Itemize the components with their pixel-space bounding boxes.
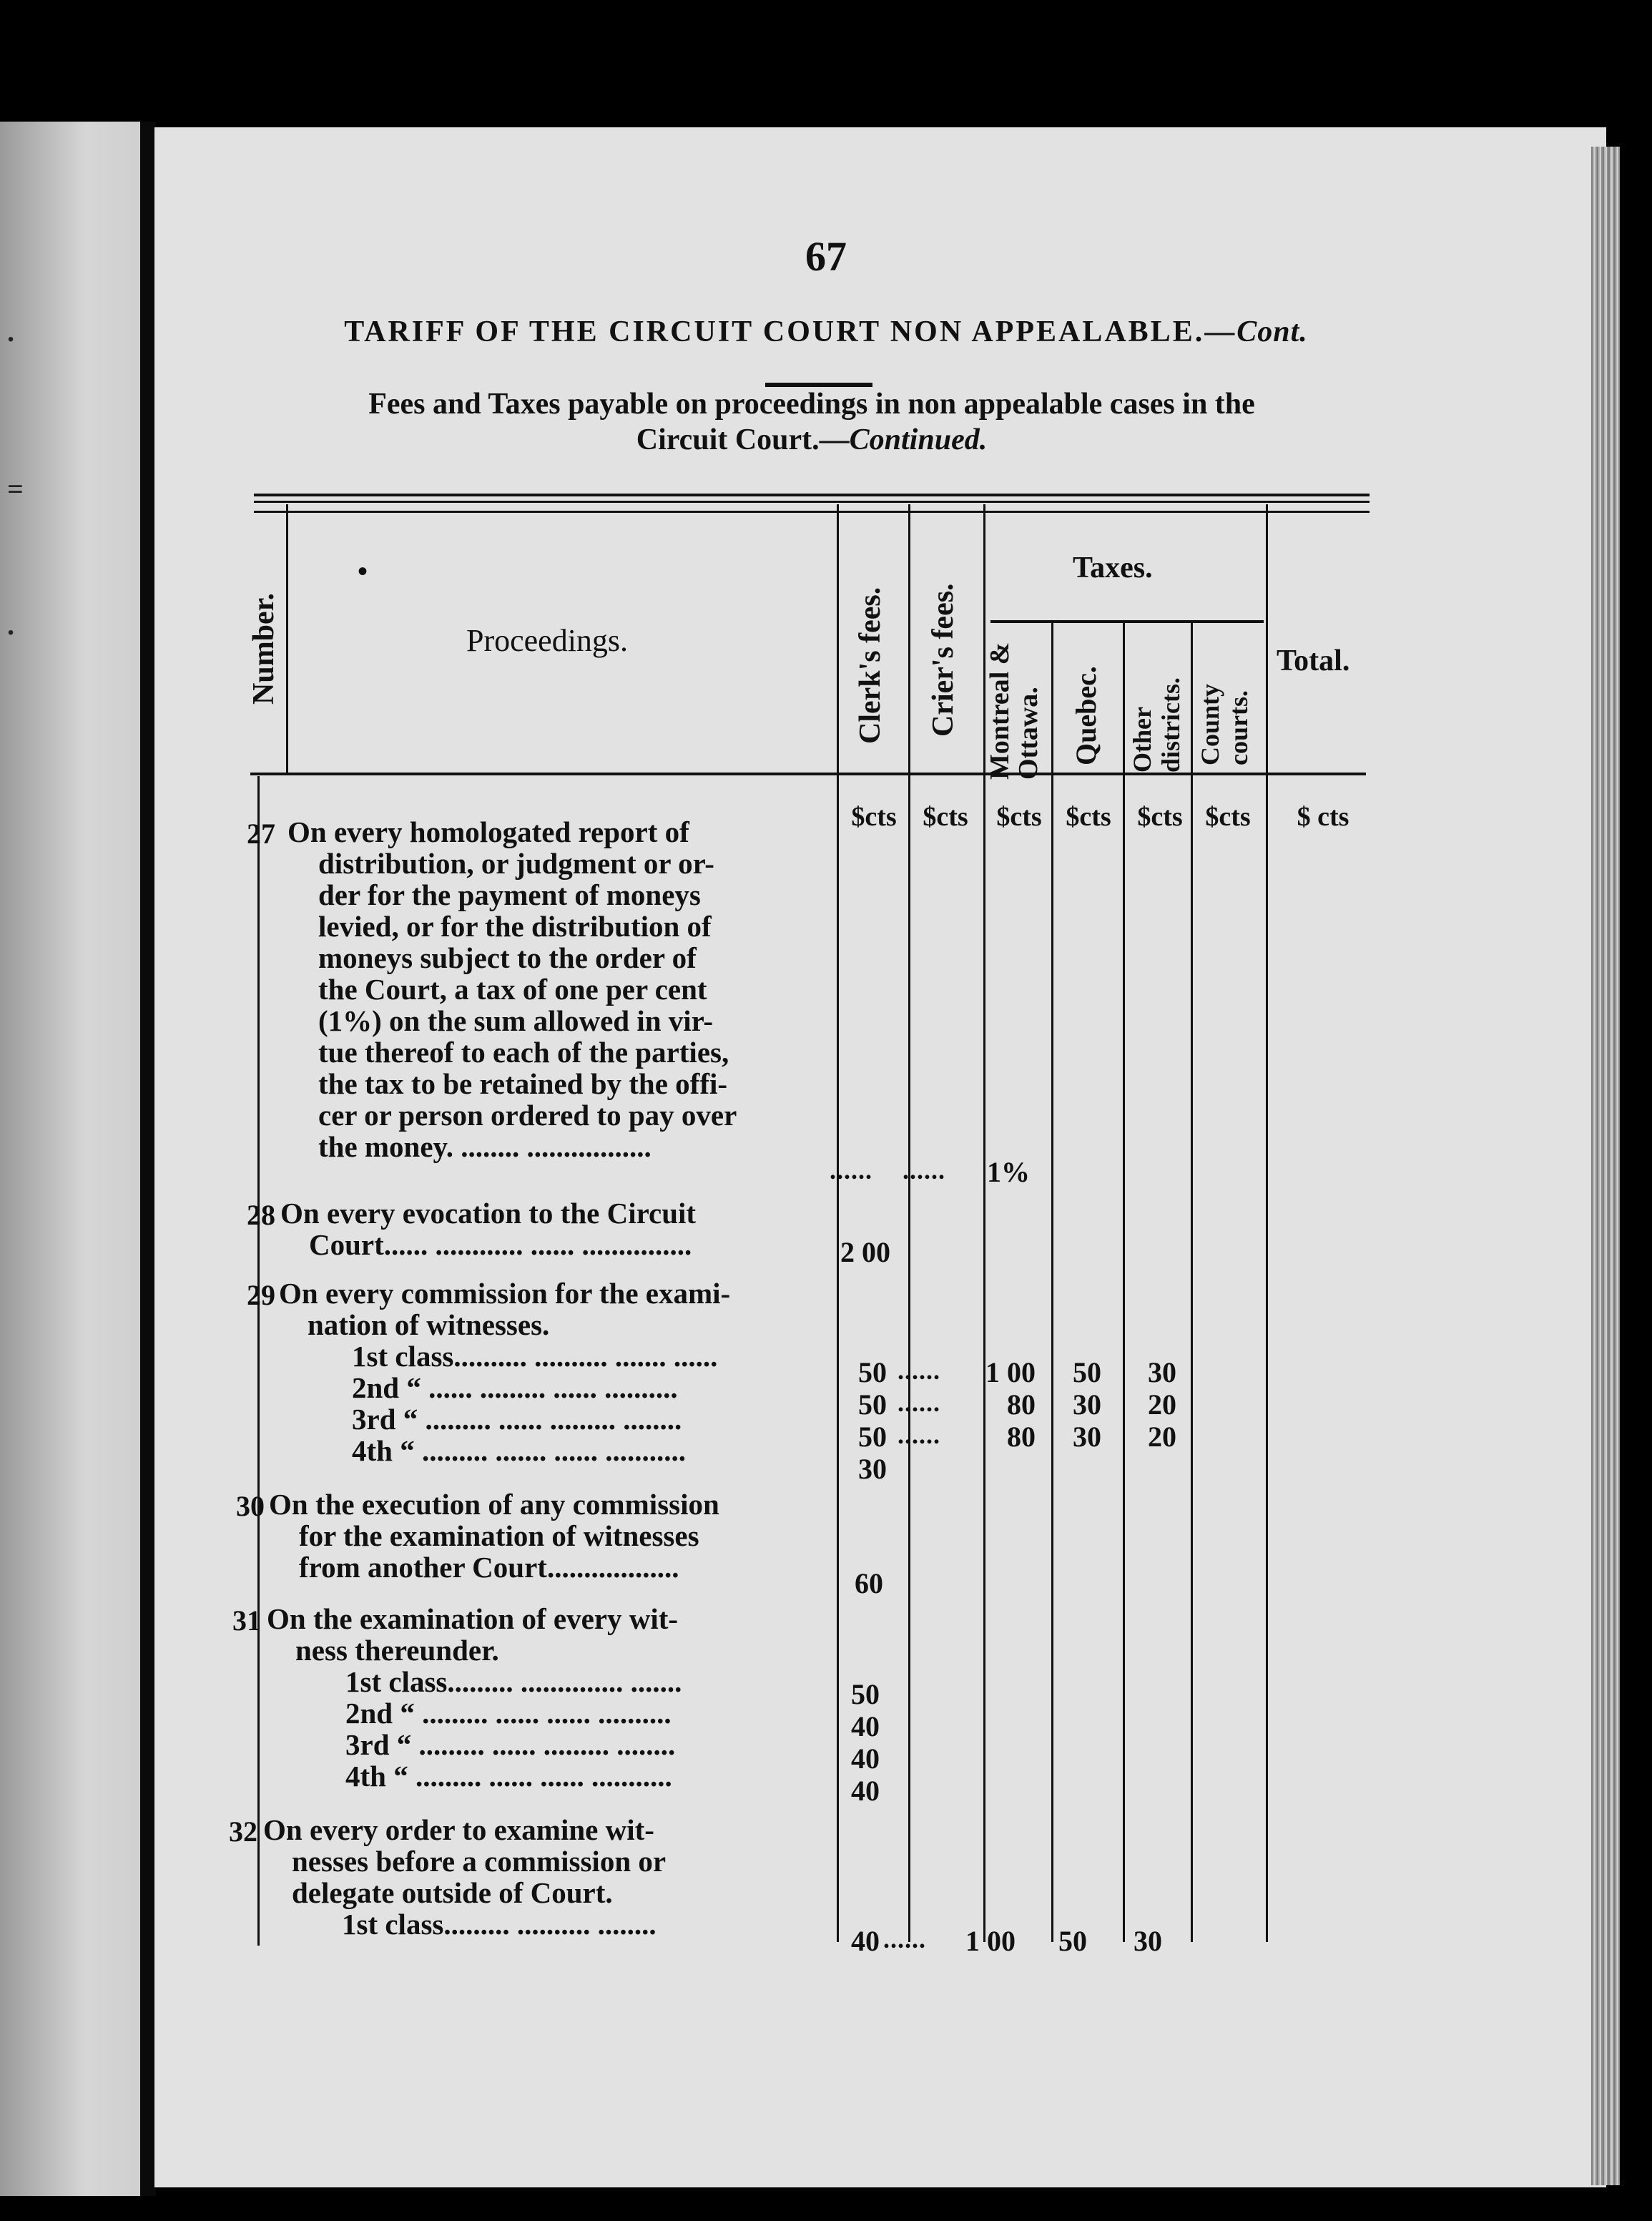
header-proceedings: Proceedings. — [466, 623, 629, 658]
clerks-fee-value: 50 — [858, 1356, 887, 1388]
entry-text-line: 4th “ ......... ...... ...... ........... — [345, 1760, 672, 1793]
criers-fee-dots: ...... — [898, 1388, 940, 1417]
taxes-rule — [990, 620, 1264, 623]
subtitle-line — [257, 422, 1366, 458]
entry-text-line: cer or person ordered to pay over — [318, 1099, 737, 1132]
entry-text-line: the money. ........ ................. — [318, 1130, 652, 1163]
column-rule — [286, 504, 288, 773]
tax-other-value: 30 — [1134, 1925, 1162, 1957]
entry-text-line: On every commission for the exami- — [279, 1277, 731, 1310]
tax-other-value: 20 — [1148, 1421, 1176, 1453]
tax-other-value: 20 — [1148, 1388, 1176, 1421]
column-rule — [257, 776, 260, 1946]
entry-text-line: 3rd “ ......... ...... ......... ........ — [352, 1403, 682, 1436]
table-top-rule — [254, 511, 1370, 513]
entry-text-line: ness thereunder. — [295, 1634, 499, 1667]
clerks-fee-value: 50 — [858, 1388, 887, 1421]
clerks-fee-value: 60 — [855, 1567, 883, 1599]
entry-text-line: delegate outside of Court. — [292, 1876, 613, 1909]
entry-number: 29 — [247, 1279, 275, 1311]
header-criers-fees: Crier's fees. — [927, 583, 960, 737]
book-gutter — [140, 122, 156, 2196]
entry-text-line: On every evocation to the Circuit — [280, 1197, 697, 1230]
entry-text-line: Court...... ............ ...... ............... — [309, 1228, 692, 1261]
entry-text-line: 3rd “ ......... ...... ......... ........ — [345, 1728, 676, 1761]
entry-text-line: 2nd “ ......... ...... ...... .......... — [345, 1697, 672, 1730]
entry-text-line: tue thereof to each of the parties, — [318, 1036, 729, 1069]
entry-text-line: nation of witnesses. — [308, 1308, 550, 1341]
unit-label: $cts — [851, 802, 897, 832]
facing-page — [0, 122, 143, 2196]
page-title — [272, 315, 1380, 349]
header-clerks-fees: Clerk's fees. — [854, 587, 887, 744]
entry-text-line: (1%) on the sum allowed in vir- — [318, 1004, 713, 1037]
bullet-mark: • — [358, 555, 368, 587]
title-text: TARIFF OF THE CIRCUIT COURT NON APPEALABLE.— — [344, 315, 1237, 348]
entry-text-line: 2nd “ ...... ......... ...... .......... — [352, 1371, 678, 1404]
entry-text-line: distribution, or judgment or or- — [318, 847, 714, 880]
subtitle-continued: Continued. — [849, 423, 988, 456]
header-other-districts: Other districts. — [1128, 677, 1185, 773]
entry-text-line: nesses before a commission or — [292, 1845, 667, 1878]
margin-mark: . — [7, 315, 14, 348]
tax-quebec-value: 50 — [1073, 1356, 1101, 1388]
entry-number: 28 — [247, 1199, 275, 1231]
page-number: 67 — [805, 233, 847, 280]
entry-text-line: from another Court.................. — [299, 1551, 679, 1584]
tax-montreal-value: 80 — [1007, 1388, 1036, 1421]
header-number: Number. — [247, 593, 280, 705]
entry-text-line: On the execution of any commission — [269, 1488, 719, 1521]
tax-quebec-value: 30 — [1073, 1421, 1101, 1453]
table-top-rule — [254, 501, 1370, 503]
clerks-fee-value: 40 — [851, 1710, 880, 1742]
title-continued: Cont. — [1236, 315, 1308, 348]
entry-number: 32 — [229, 1815, 257, 1848]
subtitle — [257, 386, 1366, 458]
column-rule — [1266, 504, 1268, 1942]
leader-dots: ...... — [830, 1156, 872, 1185]
entry-text-line: 1st class.......... .......... ....... ...... — [352, 1340, 718, 1373]
header-montreal-ottawa: Montreal & Ottawa. — [985, 642, 1043, 780]
entry-number: 27 — [247, 818, 275, 850]
tax-montreal-value: 1 00 — [985, 1356, 1036, 1388]
entry-text-line: On every order to examine wit- — [263, 1813, 654, 1846]
column-rule — [908, 504, 910, 1942]
header-rule — [250, 773, 1366, 775]
header-total: Total. — [1277, 644, 1350, 677]
criers-fee-dots: ...... — [898, 1421, 940, 1449]
entry-text-line: for the examination of witnesses — [299, 1519, 699, 1552]
clerks-fee-value: 40 — [851, 1925, 880, 1957]
unit-label: $cts — [1066, 802, 1111, 832]
entry-text-line: 1st class......... .......... ........ — [342, 1908, 657, 1941]
clerks-fee-value: 30 — [858, 1453, 887, 1485]
unit-label: $cts — [1137, 802, 1183, 832]
page-edges — [1591, 147, 1620, 2185]
header-county-courts: County courts. — [1196, 683, 1253, 765]
unit-label: $cts — [1205, 802, 1251, 832]
criers-fee-dots: ...... — [883, 1925, 926, 1953]
entry-text-line: 4th “ ......... ....... ...... ........... — [352, 1434, 686, 1467]
clerks-fee-value: 50 — [851, 1678, 880, 1710]
clerks-fee-value: 50 — [858, 1421, 887, 1453]
margin-mark: . — [7, 609, 14, 641]
header-quebec: Quebec. — [1070, 666, 1102, 765]
entry-text-line: On every homologated report of — [287, 815, 689, 848]
clerks-fee-value: 40 — [851, 1742, 880, 1775]
header-taxes: Taxes. — [1073, 551, 1153, 584]
margin-mark: = — [7, 473, 24, 505]
entry-text-line: moneys subject to the order of — [318, 941, 697, 974]
entry-number: 30 — [236, 1490, 265, 1522]
subtitle-text: Circuit Court.— — [636, 423, 850, 456]
subtitle-line: Fees and Taxes payable on proceedings in non appealable cases in the — [368, 388, 1255, 421]
entry-text-line: the Court, a tax of one per cent — [318, 973, 707, 1006]
tax-montreal-value: 80 — [1007, 1421, 1036, 1453]
clerks-fee-value: 40 — [851, 1775, 880, 1807]
unit-label: $cts — [996, 802, 1042, 832]
tax-quebec-value: 50 — [1058, 1925, 1087, 1957]
criers-fee-dots: ...... — [898, 1356, 940, 1385]
entry-number: 31 — [232, 1604, 261, 1637]
criers-fee-dots: ...... — [903, 1156, 945, 1185]
entry-text-line: levied, or for the distribution of — [318, 910, 712, 943]
unit-label: $ cts — [1297, 802, 1349, 832]
clerks-fee-value: 2 00 — [840, 1236, 890, 1268]
tax-montreal-value: 1% — [987, 1156, 1030, 1188]
unit-label: $cts — [923, 802, 968, 832]
entry-text-line: On the examination of every wit- — [267, 1602, 679, 1635]
entry-text-line: 1st class......... .............. ....... — [345, 1665, 682, 1698]
table-top-rule — [254, 494, 1370, 496]
tax-other-value: 30 — [1148, 1356, 1176, 1388]
tax-montreal-value: 1 00 — [965, 1925, 1016, 1957]
entry-text-line: der for the payment of moneys — [318, 878, 701, 911]
tax-quebec-value: 30 — [1073, 1388, 1101, 1421]
entry-text-line: the tax to be retained by the offi- — [318, 1067, 728, 1100]
